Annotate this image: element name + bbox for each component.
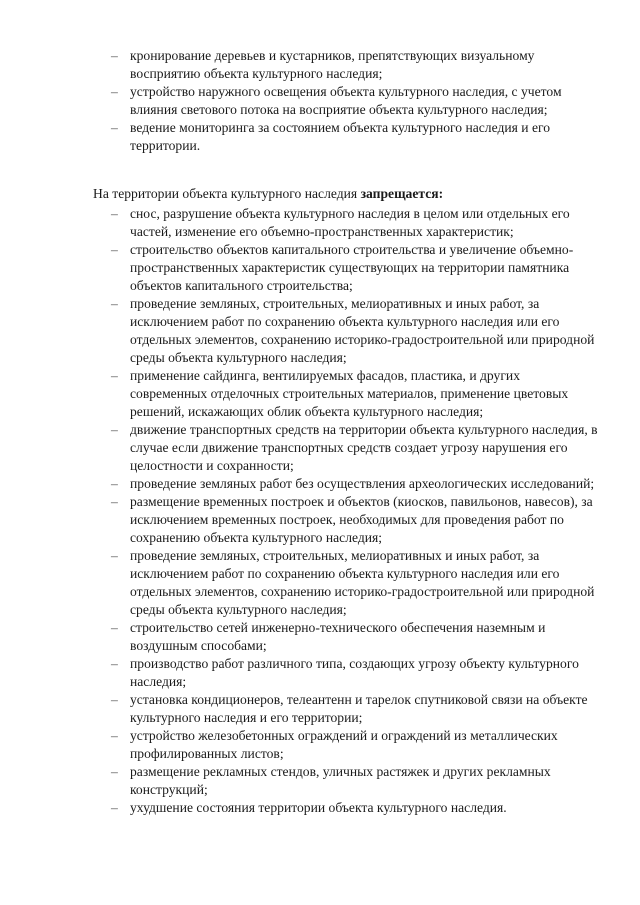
list-item-text: строительство сетей инженерно-технического обеспечения наземным и воздушным способами; [130, 620, 546, 653]
list-item-text: ухудшение состояния территории объекта культурного наследия. [130, 800, 507, 815]
dash-marker: – [111, 242, 118, 257]
list-item [0, 475, 600, 493]
dash-marker: – [111, 728, 118, 743]
list-item [0, 547, 600, 619]
dash-marker: – [111, 692, 118, 707]
dash-marker: – [111, 120, 118, 135]
list-item [0, 83, 600, 119]
list-item-text: установка кондиционеров, телеантенн и тарелок спутниковой связи на объекте культурного наследия и его территории; [130, 692, 588, 725]
dash-marker: – [111, 656, 118, 671]
dash-marker: – [111, 368, 118, 383]
list-item-text: производство работ различного типа, создающих угрозу объекту культурного наследия; [130, 656, 579, 689]
list-item [0, 799, 600, 817]
dash-marker: – [111, 620, 118, 635]
list-item [0, 205, 600, 241]
list-item-text: размещение временных построек и объектов (киосков, павильонов, навесов), за исключением временных построек, необходимых для проведения работ по сохранению объекта культурного наследия; [130, 494, 593, 545]
dash-marker: – [111, 296, 118, 311]
list-item [0, 655, 600, 691]
list-item [0, 421, 600, 475]
list-item-text: кронирование деревьев и кустарников, препятствующих визуальному восприятию объекта культурного наследия; [130, 48, 535, 81]
dash-marker: – [111, 548, 118, 563]
list-item-text: размещение рекламных стендов, уличных растяжек и других рекламных конструкций; [130, 764, 551, 797]
list-item-text: проведение земляных работ без осуществления археологических исследований; [130, 476, 595, 491]
paragraph-bold: запрещается: [360, 186, 444, 201]
list-item-text: строительство объектов капитального строительства и увеличение объемно-пространственных характеристик существующих на территории памятника объектов капитального строительства; [130, 242, 574, 293]
list-item [0, 619, 600, 655]
list-item-text: проведение земляных, строительных, мелиоративных и иных работ, за исключением работ по сохранению объекта культурного наследия или его отдельных элементов, сохранению историко-градостроительной или природной среды объекта культурного наследия; [130, 296, 595, 365]
prohibition-paragraph [93, 185, 613, 203]
list-item-text: ведение мониторинга за состоянием объекта культурного наследия и его территории. [130, 120, 551, 153]
dash-marker: – [111, 48, 118, 63]
list-item [0, 119, 600, 155]
dash-marker: – [111, 800, 118, 815]
list-item-text: снос, разрушение объекта культурного наследия в целом или отдельных его частей, изменение его объемно-пространственных характеристик; [130, 206, 570, 239]
paragraph-text: На территории объекта культурного наследия [93, 186, 361, 201]
dash-marker: – [111, 764, 118, 779]
list-item-text: движение транспортных средств на территории объекта культурного наследия, в случае если движение транспортных средств создает угрозу нарушения его целостности и сохранности; [130, 422, 598, 473]
list-item-text: применение сайдинга, вентилируемых фасадов, пластика, и других современных отделочных строительных материалов, применение цветовых решений, искажающих облик объекта культурного наследия; [130, 368, 569, 419]
dash-marker: – [111, 84, 118, 99]
list-item [0, 493, 600, 547]
list-item-text: устройство наружного освещения объекта культурного наследия, с учетом влияния светового потока на восприятие объекта культурного наследия; [130, 84, 562, 117]
list-item [0, 47, 600, 83]
list-item [0, 367, 600, 421]
dash-marker: – [111, 206, 118, 221]
list-item [0, 241, 600, 295]
dash-marker: – [111, 494, 118, 509]
list-item [0, 295, 600, 367]
list-item-text: устройство железобетонных ограждений и ограждений из металлических профилированных листов; [130, 728, 558, 761]
list-item [0, 727, 600, 763]
list-prohibitions [0, 205, 600, 817]
dash-marker: – [111, 422, 118, 437]
list-item [0, 763, 600, 799]
list-item-text: проведение земляных, строительных, мелиоративных и иных работ, за исключением работ по сохранению объекта культурного наследия или его отдельных элементов, сохранению историко-градостроительной или природной среды объекта культурного наследия; [130, 548, 595, 617]
dash-marker: – [111, 476, 118, 491]
list-top [0, 47, 600, 155]
list-item [0, 691, 600, 727]
